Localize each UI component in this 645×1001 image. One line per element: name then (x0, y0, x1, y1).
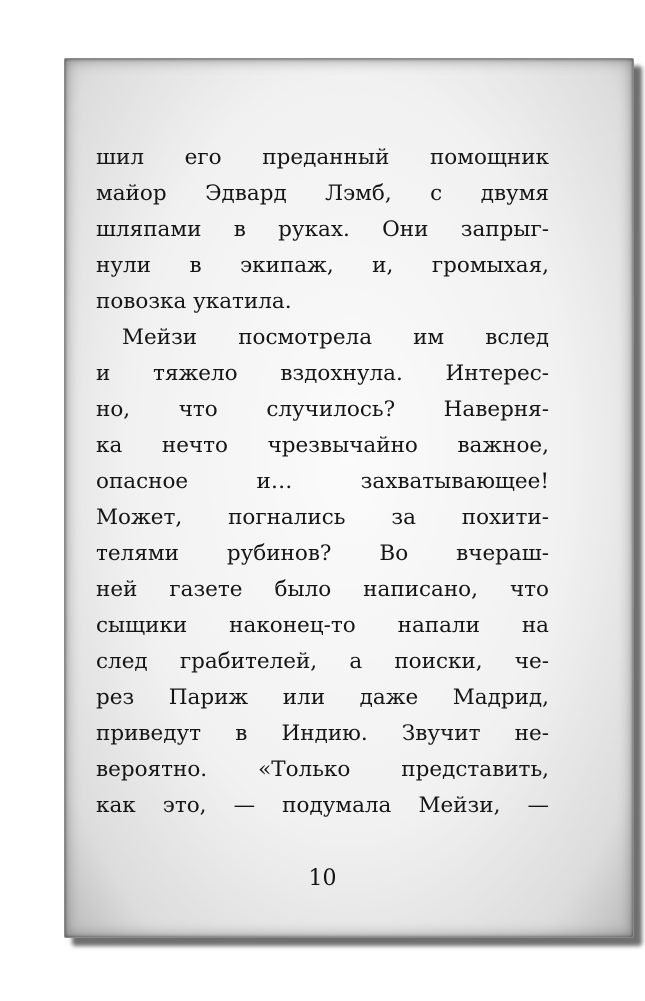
page-text (96, 140, 549, 824)
text-line: опасное и… захватывающее! (96, 469, 549, 494)
text-line: ка нечто чрезвычайно важное, (96, 433, 549, 458)
text-line: шил его преданный помощник (96, 145, 549, 170)
text-line: ней газете было написано, что (96, 577, 549, 602)
text-line: майор Эдвард Лэмб, с двумя (96, 181, 549, 206)
text-line: вероятно. «Только представить, (96, 757, 549, 782)
text-line: телями рубинов? Во вчераш- (96, 541, 549, 566)
text-line: как это, — подумала Мейзи, — (96, 793, 549, 818)
text-line: и тяжело вздохнула. Интерес- (96, 361, 549, 386)
page-number: 10 (308, 866, 337, 891)
text-line: нули в экипаж, и, громыхая, (96, 253, 549, 278)
text-line: шляпами в руках. Они запрыг- (96, 217, 549, 242)
text-line: Может, погнались за похити- (96, 505, 549, 530)
text-line: рез Париж или даже Мадрид, (96, 685, 549, 710)
text-line: но, что случилось? Наверня- (96, 397, 549, 422)
text-line: повозка укатила. (96, 289, 292, 314)
text-line: след грабителей, а поиски, че- (96, 649, 549, 674)
text-line: сыщики наконец-то напали на (96, 613, 549, 638)
text-line: приведут в Индию. Звучит не- (96, 721, 549, 746)
text-line: Мейзи посмотрела им вслед (122, 325, 549, 350)
